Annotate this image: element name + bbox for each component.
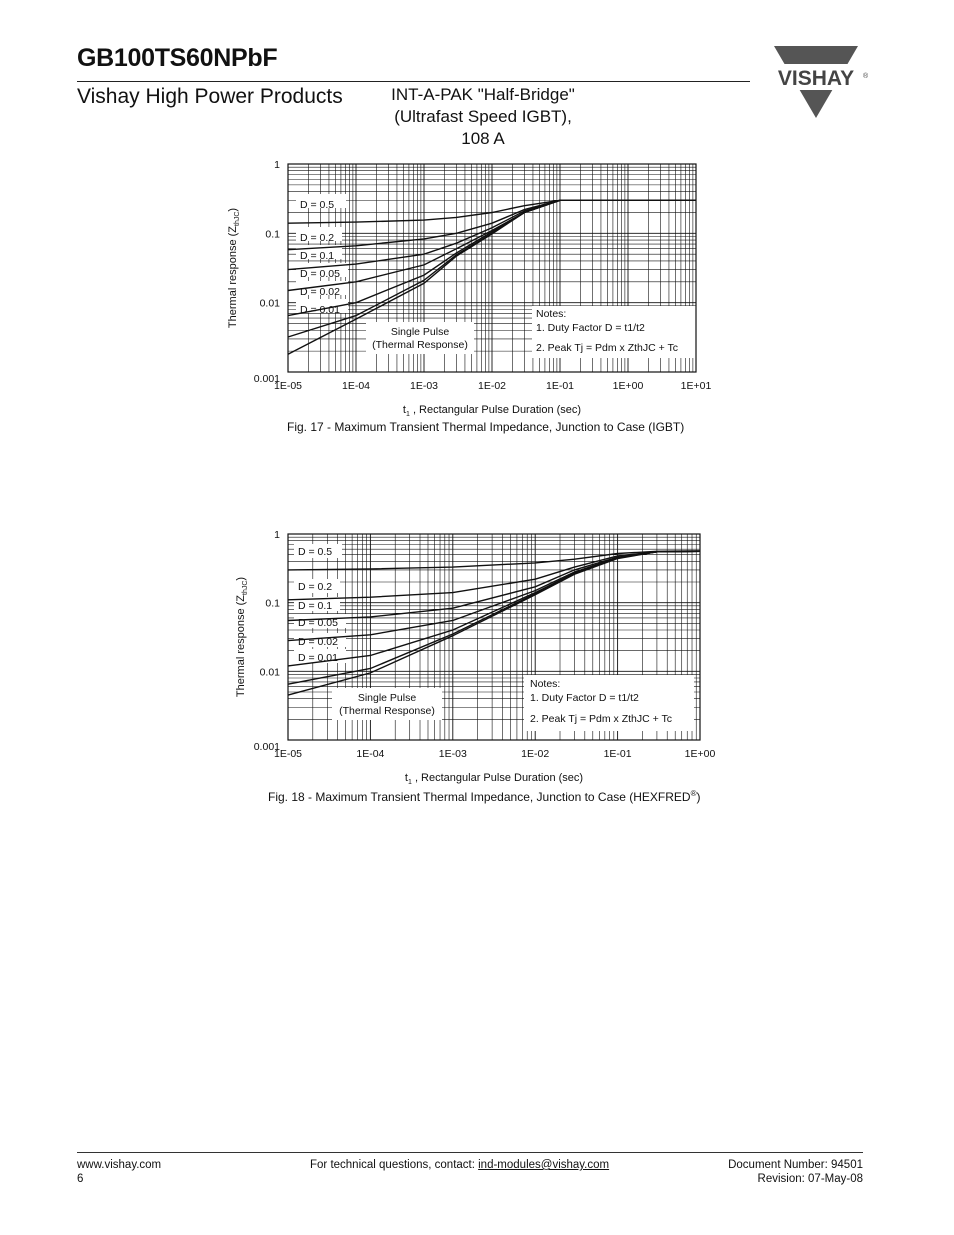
x-tick-label: 1E-02 (477, 380, 507, 392)
note-line-2: 2. Peak Tj = Pdm x ZthJC + Tc (530, 713, 673, 725)
y-axis-label (227, 208, 241, 328)
chart-fig18 (220, 520, 720, 795)
footer-contact-prefix: For technical questions, contact: (310, 1159, 479, 1171)
chart-fig17-svg (220, 150, 720, 430)
x-tick-label: 1E-02 (521, 748, 550, 760)
footer-website[interactable]: www.vishay.com (77, 1159, 162, 1171)
footer-document-number: Document Number: 94501 (728, 1159, 863, 1171)
x-tick-label: 1E-05 (273, 380, 303, 392)
chart-fig18-caption-close: ) (696, 790, 701, 804)
x-tick-label: 1E-04 (356, 748, 385, 760)
y-tick-label: 0.001 (253, 741, 280, 753)
y-tick-label: 0.1 (265, 597, 280, 610)
y-axis-label-sub: thJC (242, 580, 249, 595)
x-axis-label (405, 772, 583, 786)
y-axis-label-text: Thermal response (Z (235, 594, 247, 698)
single-pulse-line-1: (Thermal Response) (372, 339, 468, 351)
y-axis-label-close: ) (235, 576, 247, 581)
y-axis-label-sub: thJC (234, 211, 241, 226)
part-number: GB100TS60NPbF (77, 44, 278, 72)
x-axis-label-sub: 1 (407, 779, 412, 786)
x-tick-label: 1E+00 (612, 380, 644, 392)
x-tick-label: 1E-01 (603, 748, 632, 760)
y-axis-label (235, 577, 249, 697)
chart-fig18-caption-text: Fig. 18 - Maximum Transient Thermal Impedance, Junction to Case (HEXFRED (268, 790, 691, 804)
y-axis-label-close: ) (227, 207, 239, 212)
product-title-line-1: INT-A-PAK "Half-Bridge" (391, 85, 575, 104)
x-tick-label: 1E+01 (680, 380, 712, 392)
single-pulse-line-0: Single Pulse (357, 692, 417, 704)
y-tick-label: 1 (274, 159, 280, 171)
chart-fig18-svg (220, 520, 720, 790)
vishay-logo (768, 44, 868, 125)
svg-text:®: ® (863, 73, 868, 80)
footer-page-number: 6 (77, 1173, 84, 1185)
d-label-3: D = 0.05 (300, 268, 340, 280)
x-axis-label-rest: , Rectangular Pulse Duration (sec) (409, 404, 582, 416)
y-tick-label: 1 (274, 529, 280, 541)
d-label-5: D = 0.01 (300, 304, 340, 316)
product-title-line-3: 108 A (461, 129, 505, 148)
d-label-1: D = 0.2 (300, 232, 335, 244)
product-title (350, 84, 616, 150)
chart-fig18-caption (268, 789, 701, 804)
y-tick-label: 0.1 (265, 228, 280, 241)
product-title-line-2: (Ultrafast Speed IGBT), (394, 107, 572, 126)
y-tick-label: 0.001 (253, 373, 280, 385)
d-label-2: D = 0.1 (298, 600, 333, 612)
note-line-0: Notes: (536, 308, 567, 320)
d-label-3: D = 0.05 (298, 617, 338, 629)
x-axis-label-sub: 1 (405, 411, 410, 418)
d-label-4: D = 0.02 (298, 636, 338, 648)
single-pulse-line-1: (Thermal Response) (339, 705, 435, 717)
x-axis-label-prefix: t (402, 404, 406, 416)
footer-contact (310, 1159, 609, 1171)
y-axis-label-text: Thermal response (Z (227, 225, 239, 329)
single-pulse-line-0: Single Pulse (390, 326, 450, 338)
x-tick-label: 1E-01 (545, 380, 575, 392)
footer-contact-email[interactable]: ind-modules@vishay.com (478, 1159, 610, 1171)
d-label-0: D = 0.5 (300, 199, 335, 211)
footer-rule (77, 1152, 863, 1153)
d-label-2: D = 0.1 (300, 250, 335, 262)
d-label-1: D = 0.2 (298, 581, 333, 593)
d-label-4: D = 0.02 (300, 286, 340, 298)
note-line-2: 2. Peak Tj = Pdm x ZthJC + Tc (536, 342, 679, 354)
y-tick-label: 0.01 (259, 666, 280, 679)
footer-revision: Revision: 07-May-08 (757, 1173, 863, 1185)
brand-line: Vishay High Power Products (77, 85, 343, 108)
x-tick-label: 1E-05 (273, 748, 303, 760)
registered-mark: ® (690, 789, 697, 798)
x-axis-label (403, 404, 581, 418)
x-axis-label-prefix: t (404, 772, 408, 784)
logo-text: VISHAY (777, 67, 855, 90)
d-label-0: D = 0.5 (298, 546, 333, 558)
note-line-1: 1. Duty Factor D = t1/t2 (536, 322, 645, 334)
chart-fig17 (220, 150, 720, 435)
x-tick-label: 1E-04 (341, 380, 371, 392)
x-tick-label: 1E-03 (409, 380, 439, 392)
d-label-5: D = 0.01 (298, 652, 338, 664)
chart-fig17-caption: Fig. 17 - Maximum Transient Thermal Impedance, Junction to Case (IGBT) (287, 420, 685, 434)
note-line-0: Notes: (530, 678, 561, 690)
x-axis-label-rest: , Rectangular Pulse Duration (sec) (411, 772, 584, 784)
header-rule (77, 81, 750, 82)
x-tick-label: 1E+00 (684, 748, 716, 760)
x-tick-label: 1E-03 (438, 748, 467, 760)
y-tick-label: 0.01 (259, 297, 280, 310)
note-line-1: 1. Duty Factor D = t1/t2 (530, 692, 639, 704)
